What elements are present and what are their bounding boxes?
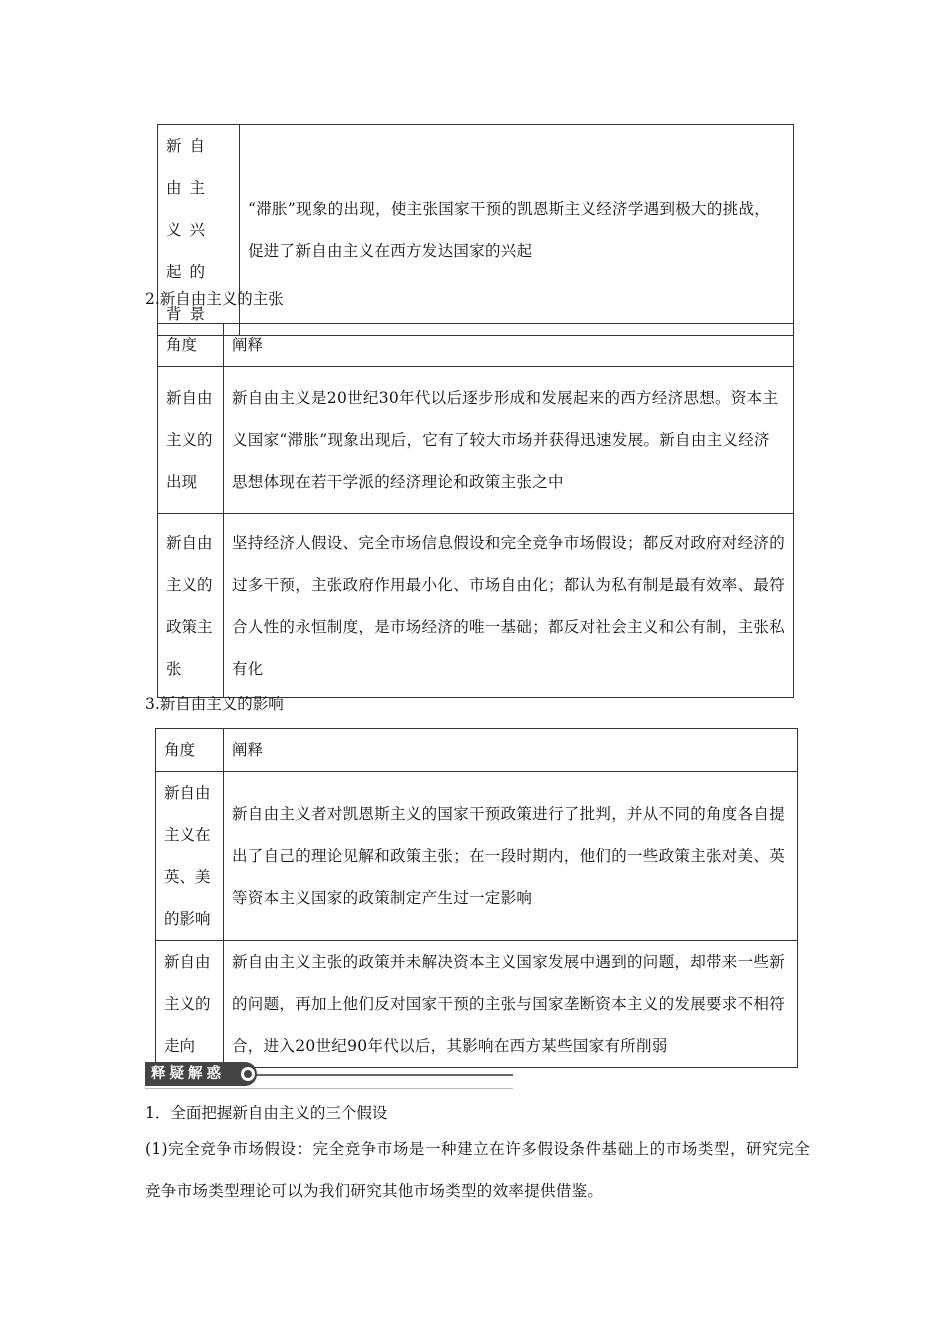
background-label: 新自由主义兴起的背景 — [158, 125, 240, 336]
impact-header-explanation: 阐释 — [224, 729, 798, 772]
impact-row-label: 新自由主义在英、美的影响 — [156, 772, 224, 941]
claims-row-label: 新自由主义的出现 — [158, 367, 224, 514]
background-content: “滞胀”现象的出现，使主张国家干预的凯恩斯主义经济学遇到极大的挑战，促进了新自由主义在西方发达国家的兴起 — [240, 125, 794, 336]
table-row — [158, 514, 794, 698]
claims-row-content: 新自由主义是20世纪30年代以后逐步形成和发展起来的西方经济思想。资本主义国家“滞胀”现象出现后，它有了较大市场并获得迅速发展。新自由主义经济思想体现在若干学派的经济理论和政策主张之中 — [224, 367, 794, 514]
explain-paragraph: (1)完全竞争市场假设：完全竞争市场是一种建立在许多假设条件基础上的市场类型，研究完全竞争市场类型理论可以为我们研究其他市场类型的效率提供借鉴。 — [145, 1140, 810, 1200]
table-row — [156, 941, 798, 1068]
explain-item-title: 1．全面把握新自由主义的三个假设 — [145, 1104, 388, 1122]
claims-row-content: 坚持经济人假设、完全市场信息假设和完全竞争市场假设；都反对政府对经济的过多干预，主张政府作用最小化、市场自由化；都认为私有制是最有效率、最符合人性的永恒制度，是市场经济的唯一基础；都反对社会主义和公有制，主张私有化 — [224, 514, 794, 698]
table-row — [158, 367, 794, 514]
claims-header-explanation: 阐释 — [224, 324, 794, 367]
banner-badge: 释疑解惑 — [145, 1062, 257, 1086]
impact-row-content: 新自由主义主张的政策并未解决资本主义国家发展中遇到的问题，却带来一些新的问题，再加上他们反对国家干预的主张与国家垄断资本主义的发展要求不相符合，进入20世纪90年代以后，其影响在西方某些国家有所削弱 — [224, 941, 798, 1068]
section2-heading: 2.新自由主义的主张 — [145, 290, 284, 308]
claims-header-angle: 角度 — [158, 324, 224, 367]
impact-row-label: 新自由主义的走向 — [156, 941, 224, 1068]
claims-row-label: 新自由主义的政策主张 — [158, 514, 224, 698]
impact-row-content: 新自由主义者对凯恩斯主义的国家干预政策进行了批判，并从不同的角度各自提出了自己的理论见解和政策主张；在一段时期内，他们的一些政策主张对美、英等资本主义国家的政策制定产生过一定影响 — [224, 772, 798, 941]
bullet-icon — [241, 1067, 255, 1081]
table-row — [156, 772, 798, 941]
impact-table — [155, 728, 798, 1068]
section3-heading: 3.新自由主义的影响 — [145, 695, 284, 713]
explain-banner — [145, 1062, 513, 1088]
impact-header-angle: 角度 — [156, 729, 224, 772]
claims-table — [157, 323, 794, 698]
banner-rule — [255, 1074, 513, 1076]
banner-underline — [145, 1088, 513, 1089]
